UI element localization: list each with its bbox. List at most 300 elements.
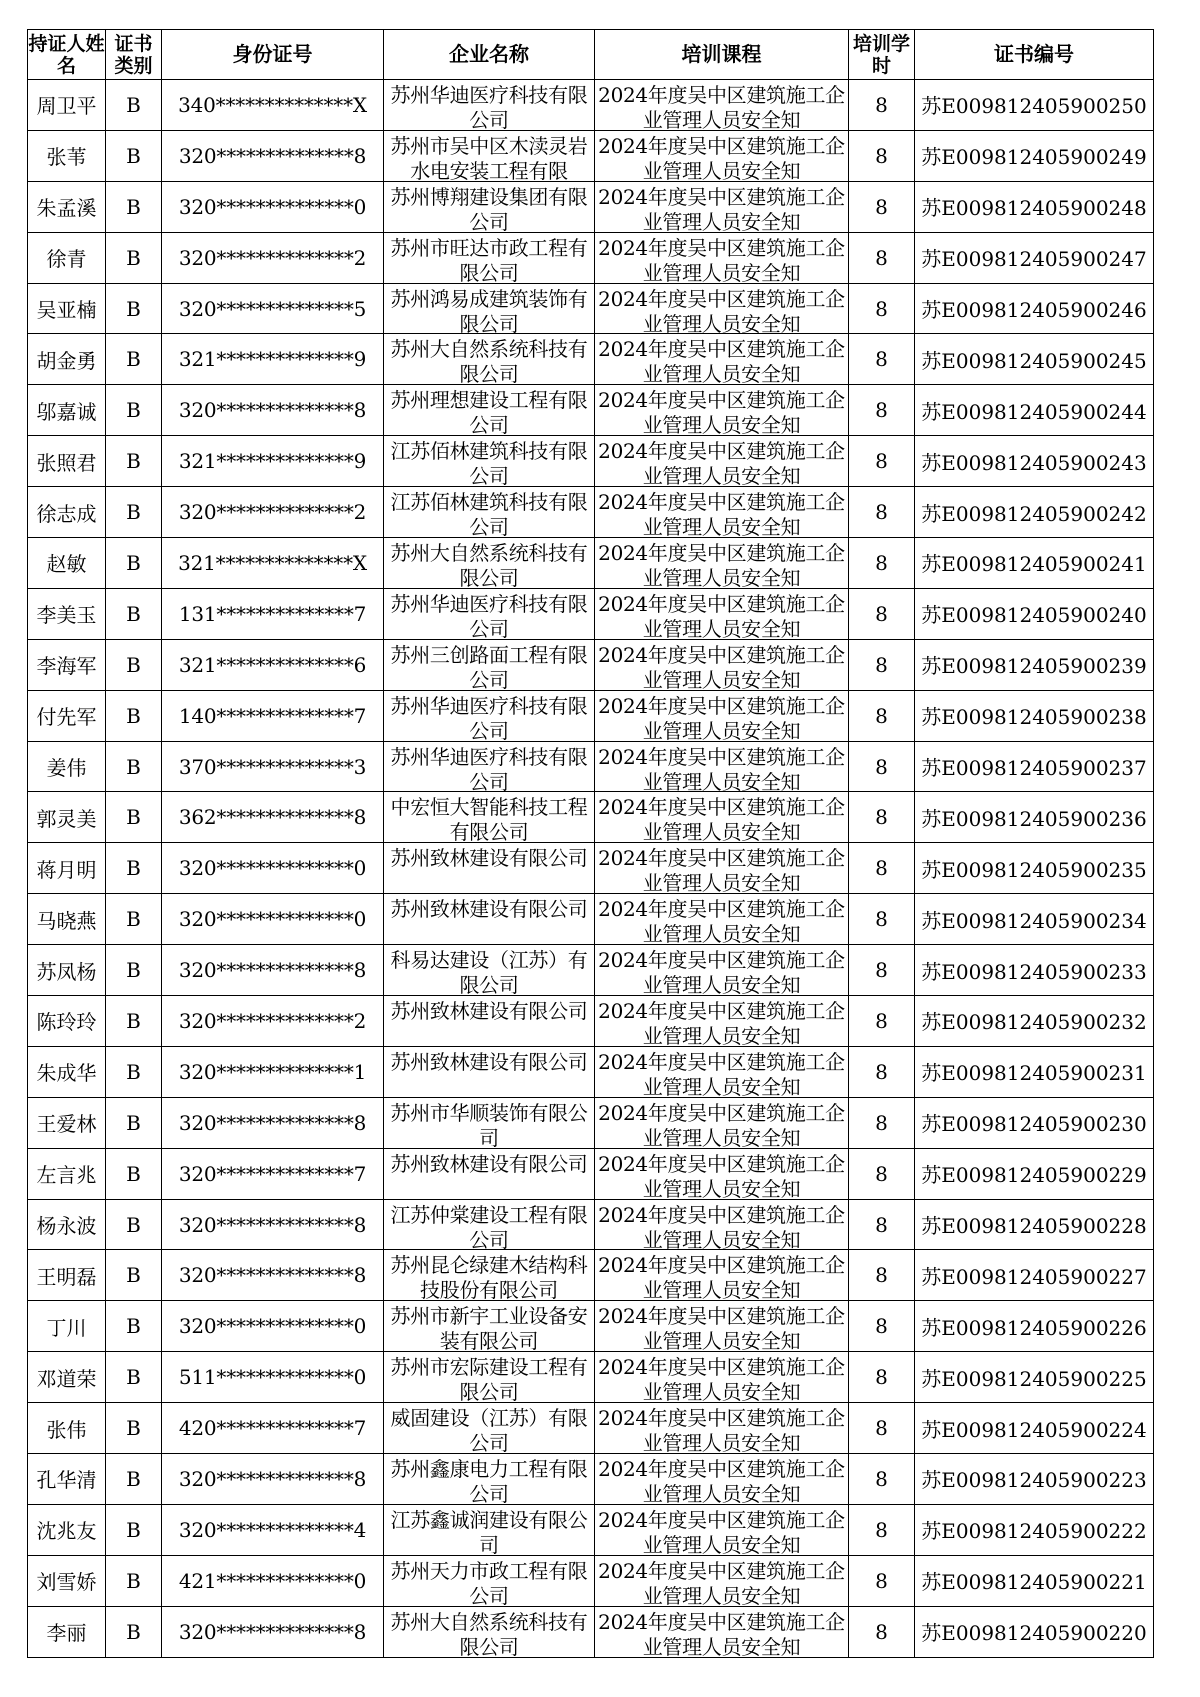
holder-name-cell [28, 1199, 106, 1250]
holder-name-cell [28, 792, 106, 843]
cert-no-cell [915, 1555, 1154, 1606]
holder-name-cell-text: 丁川 [46, 1315, 87, 1340]
course-cell [595, 385, 849, 436]
id-number-cell-text: 320**************0 [178, 907, 367, 932]
table-row [28, 1403, 1154, 1454]
hours-cell-text: 8 [875, 1110, 888, 1135]
id-number-cell-text: 320**************0 [178, 194, 367, 219]
company-cell [384, 894, 595, 945]
cert-type-cell-text: B [126, 1619, 141, 1644]
cert-type-cell [106, 334, 162, 385]
cert-type-cell-text: B [126, 1161, 141, 1186]
id-number-cell [162, 130, 384, 181]
company-cell-text: 苏州致林建设有限公司 [390, 1049, 588, 1074]
course-cell-text: 2024年度吴中区建筑施工企业管理人员安全知 [598, 133, 845, 180]
company-cell-text: 中宏恒大智能科技工程有限公司 [390, 795, 588, 842]
table-row [28, 1097, 1154, 1148]
cert-no-cell-text: 苏E009812405900245 [921, 348, 1147, 373]
id-number-cell [162, 1555, 384, 1606]
cert-type-cell [106, 487, 162, 538]
company-cell [384, 792, 595, 843]
holder-name-cell [28, 1352, 106, 1403]
hours-cell-text: 8 [875, 194, 888, 219]
id-number-cell [162, 741, 384, 792]
cert-no-cell-text: 苏E009812405900238 [921, 705, 1147, 730]
hours-cell [849, 283, 915, 334]
course-cell-text: 2024年度吴中区建筑施工企业管理人员安全知 [598, 1507, 845, 1554]
id-number-cell-text: 320**************2 [178, 245, 367, 270]
cert-type-cell-text: B [126, 1008, 141, 1033]
company-cell-text: 苏州市宏际建设工程有限公司 [390, 1355, 588, 1402]
table-row [28, 538, 1154, 589]
cert-no-cell [915, 385, 1154, 436]
cert-no-cell [915, 487, 1154, 538]
cert-no-cell-text: 苏E009812405900224 [921, 1417, 1147, 1442]
company-cell-text: 苏州鑫康电力工程有限公司 [390, 1456, 588, 1503]
hours-cell-text: 8 [875, 92, 888, 117]
cert-no-cell [915, 1504, 1154, 1555]
holder-name-cell [28, 283, 106, 334]
id-number-cell [162, 690, 384, 741]
id-number-cell [162, 894, 384, 945]
hours-cell [849, 1199, 915, 1250]
course-cell [595, 1046, 849, 1097]
course-cell [595, 181, 849, 232]
cert-no-cell [915, 436, 1154, 487]
cert-no-cell [915, 80, 1154, 131]
table-row [28, 283, 1154, 334]
holder-name-cell [28, 1606, 106, 1657]
course-cell [595, 334, 849, 385]
holder-name-cell [28, 487, 106, 538]
cert-type-cell-text: B [126, 958, 141, 983]
company-cell-text: 苏州大自然系统科技有限公司 [390, 337, 588, 384]
hours-cell [849, 538, 915, 589]
cert-no-cell-text: 苏E009812405900220 [921, 1621, 1147, 1646]
cert-no-cell-text: 苏E009812405900236 [921, 806, 1147, 831]
id-number-cell [162, 1504, 384, 1555]
company-cell-text: 苏州致林建设有限公司 [390, 846, 588, 871]
id-number-cell [162, 385, 384, 436]
table-row [28, 639, 1154, 690]
hours-cell-text: 8 [875, 1517, 888, 1542]
header-cert-no: 证书编号 [915, 30, 1154, 80]
company-cell-text: 江苏佰林建筑科技有限公司 [390, 490, 588, 537]
cert-type-cell [106, 538, 162, 589]
cert-type-cell-text: B [126, 1365, 141, 1390]
cert-type-cell [106, 232, 162, 283]
holder-name-cell [28, 1250, 106, 1301]
cert-type-cell [106, 385, 162, 436]
id-number-cell-text: 320**************8 [178, 1212, 367, 1237]
table-row [28, 1301, 1154, 1352]
cert-type-cell-text: B [126, 856, 141, 881]
certificate-table [27, 29, 1154, 1658]
cert-type-cell-text: B [126, 1466, 141, 1491]
company-cell [384, 996, 595, 1047]
holder-name-cell [28, 588, 106, 639]
cert-no-cell [915, 1301, 1154, 1352]
cert-type-cell-text: B [126, 754, 141, 779]
company-cell [384, 1199, 595, 1250]
cert-type-cell-text: B [126, 245, 141, 270]
cert-no-cell-text: 苏E009812405900240 [921, 603, 1147, 628]
course-cell [595, 436, 849, 487]
company-cell [384, 232, 595, 283]
holder-name-cell [28, 181, 106, 232]
company-cell-text: 苏州鸿易成建筑装饰有限公司 [390, 286, 588, 333]
id-number-cell-text: 340**************X [178, 92, 367, 117]
holder-name-cell-text: 张伟 [46, 1417, 87, 1442]
cert-no-cell-text: 苏E009812405900229 [921, 1163, 1147, 1188]
company-cell-text: 苏州天力市政工程有限公司 [390, 1558, 588, 1605]
company-cell-text: 苏州大自然系统科技有限公司 [390, 1609, 588, 1656]
table-row [28, 1199, 1154, 1250]
cert-no-cell [915, 1403, 1154, 1454]
cert-type-cell [106, 945, 162, 996]
header-id-number: 身份证号 [162, 30, 384, 80]
cert-type-cell-text: B [126, 1517, 141, 1542]
holder-name-cell [28, 639, 106, 690]
cert-no-cell [915, 1352, 1154, 1403]
cert-no-cell [915, 843, 1154, 894]
course-cell-text: 2024年度吴中区建筑施工企业管理人员安全知 [598, 846, 845, 893]
holder-name-cell-text: 吴亚楠 [36, 298, 97, 322]
cert-type-cell-text: B [126, 398, 141, 423]
cert-no-cell [915, 130, 1154, 181]
company-cell-text: 苏州华迪医疗科技有限公司 [390, 744, 588, 791]
id-number-cell [162, 1454, 384, 1505]
cert-no-cell-text: 苏E009812405900223 [921, 1468, 1147, 1493]
company-cell-text: 科易达建设（江苏）有限公司 [390, 948, 588, 995]
holder-name-cell [28, 945, 106, 996]
cert-no-cell [915, 1148, 1154, 1199]
holder-name-cell [28, 385, 106, 436]
hours-cell [849, 1504, 915, 1555]
id-number-cell-text: 320**************8 [178, 1263, 367, 1288]
id-number-cell-text: 320**************8 [178, 143, 367, 168]
company-cell-text: 苏州博翔建设集团有限公司 [390, 184, 588, 231]
hours-cell [849, 741, 915, 792]
id-number-cell [162, 538, 384, 589]
header-name: 持证人姓名 [28, 30, 106, 80]
id-number-cell [162, 1250, 384, 1301]
id-number-cell [162, 1352, 384, 1403]
id-number-cell-text: 320**************8 [178, 958, 367, 983]
company-cell [384, 1352, 595, 1403]
id-number-cell-text: 320**************0 [178, 1314, 367, 1339]
company-cell [384, 436, 595, 487]
id-number-cell [162, 1403, 384, 1454]
course-cell [595, 1301, 849, 1352]
id-number-cell [162, 1606, 384, 1657]
hours-cell-text: 8 [875, 398, 888, 423]
id-number-cell-text: 320**************8 [178, 1110, 367, 1135]
id-number-cell [162, 996, 384, 1047]
hours-cell-text: 8 [875, 1466, 888, 1491]
course-cell-text: 2024年度吴中区建筑施工企业管理人员安全知 [598, 1304, 845, 1351]
holder-name-cell [28, 1454, 106, 1505]
holder-name-cell-text: 赵敏 [46, 552, 87, 577]
holder-name-cell-text: 王明磊 [36, 1264, 97, 1289]
cert-no-cell-text: 苏E009812405900243 [921, 450, 1147, 475]
cert-no-cell-text: 苏E009812405900233 [921, 959, 1147, 984]
cert-type-cell [106, 639, 162, 690]
cert-no-cell-text: 苏E009812405900248 [921, 196, 1147, 221]
hours-cell-text: 8 [875, 1619, 888, 1644]
course-cell-text: 2024年度吴中区建筑施工企业管理人员安全知 [598, 948, 845, 995]
id-number-cell-text: 131**************7 [178, 601, 367, 626]
id-number-cell [162, 181, 384, 232]
holder-name-cell-text: 张照君 [36, 450, 97, 475]
holder-name-cell [28, 741, 106, 792]
company-cell-text: 江苏佰林建筑科技有限公司 [390, 439, 588, 486]
company-cell [384, 487, 595, 538]
course-cell-text: 2024年度吴中区建筑施工企业管理人员安全知 [598, 1253, 845, 1300]
hours-cell-text: 8 [875, 449, 888, 474]
course-cell [595, 639, 849, 690]
cert-type-cell-text: B [126, 652, 141, 677]
cert-type-cell [106, 1199, 162, 1250]
cert-type-cell-text: B [126, 1568, 141, 1593]
course-cell-text: 2024年度吴中区建筑施工企业管理人员安全知 [598, 642, 845, 689]
company-cell [384, 1454, 595, 1505]
company-cell [384, 741, 595, 792]
cert-type-cell-text: B [126, 347, 141, 372]
course-cell-text: 2024年度吴中区建筑施工企业管理人员安全知 [598, 337, 845, 384]
holder-name-cell-text: 王爱林 [36, 1112, 97, 1137]
course-cell-text: 2024年度吴中区建筑施工企业管理人员安全知 [598, 998, 845, 1045]
holder-name-cell-text: 徐志成 [36, 501, 97, 526]
holder-name-cell-text: 邬嘉诚 [36, 399, 97, 424]
id-number-cell [162, 436, 384, 487]
hours-cell [849, 894, 915, 945]
cert-no-cell-text: 苏E009812405900230 [921, 1112, 1147, 1137]
course-cell-text: 2024年度吴中区建筑施工企业管理人员安全知 [598, 235, 845, 282]
holder-name-cell [28, 1148, 106, 1199]
cert-type-cell-text: B [126, 907, 141, 932]
course-cell [595, 487, 849, 538]
holder-name-cell-text: 刘雪娇 [36, 1570, 97, 1595]
cert-type-cell-text: B [126, 805, 141, 830]
id-number-cell-text: 320**************5 [178, 296, 367, 321]
hours-cell [849, 843, 915, 894]
table-row [28, 436, 1154, 487]
course-cell [595, 690, 849, 741]
table-row [28, 1250, 1154, 1301]
hours-cell-text: 8 [875, 1008, 888, 1033]
holder-name-cell [28, 538, 106, 589]
hours-cell-text: 8 [875, 805, 888, 830]
cert-no-cell [915, 1606, 1154, 1657]
table-row [28, 792, 1154, 843]
cert-type-cell-text: B [126, 550, 141, 575]
cert-type-cell-text: B [126, 703, 141, 728]
holder-name-cell [28, 894, 106, 945]
hours-cell-text: 8 [875, 1263, 888, 1288]
company-cell [384, 945, 595, 996]
id-number-cell-text: 320**************7 [178, 1161, 367, 1186]
holder-name-cell [28, 1403, 106, 1454]
holder-name-cell [28, 690, 106, 741]
holder-name-cell-text: 张苇 [46, 145, 87, 170]
holder-name-cell [28, 1097, 106, 1148]
id-number-cell [162, 487, 384, 538]
cert-type-cell [106, 283, 162, 334]
hours-cell-text: 8 [875, 143, 888, 168]
id-number-cell-text: 321**************9 [178, 449, 367, 474]
holder-name-cell [28, 436, 106, 487]
course-cell [595, 1199, 849, 1250]
table-row [28, 181, 1154, 232]
cert-no-cell-text: 苏E009812405900239 [921, 654, 1147, 679]
cert-type-cell [106, 1606, 162, 1657]
cert-type-cell-text: B [126, 143, 141, 168]
cert-type-cell-text: B [126, 92, 141, 117]
id-number-cell [162, 843, 384, 894]
cert-type-cell [106, 843, 162, 894]
cert-type-cell-text: B [126, 1416, 141, 1441]
id-number-cell-text: 320**************8 [178, 1466, 367, 1491]
company-cell-text: 威固建设（江苏）有限公司 [390, 1406, 588, 1453]
id-number-cell [162, 1199, 384, 1250]
cert-type-cell [106, 1301, 162, 1352]
hours-cell [849, 1555, 915, 1606]
id-number-cell-text: 420**************7 [178, 1416, 367, 1441]
holder-name-cell-text: 周卫平 [36, 94, 97, 119]
company-cell [384, 130, 595, 181]
holder-name-cell-text: 李丽 [46, 1621, 87, 1646]
course-cell-text: 2024年度吴中区建筑施工企业管理人员安全知 [598, 1049, 845, 1096]
cert-no-cell-text: 苏E009812405900231 [921, 1061, 1147, 1086]
cert-no-cell [915, 181, 1154, 232]
course-cell [595, 80, 849, 131]
cert-type-cell-text: B [126, 601, 141, 626]
course-cell-text: 2024年度吴中区建筑施工企业管理人员安全知 [598, 1456, 845, 1503]
cert-no-cell-text: 苏E009812405900249 [921, 145, 1147, 170]
course-cell [595, 1504, 849, 1555]
course-cell-text: 2024年度吴中区建筑施工企业管理人员安全知 [598, 286, 845, 333]
company-cell [384, 385, 595, 436]
company-cell [384, 1148, 595, 1199]
id-number-cell [162, 1148, 384, 1199]
hours-cell [849, 588, 915, 639]
hours-cell [849, 996, 915, 1047]
id-number-cell-text: 362**************8 [178, 805, 367, 830]
cert-no-cell-text: 苏E009812405900250 [921, 94, 1147, 119]
id-number-cell [162, 639, 384, 690]
company-cell-text: 苏州市华顺装饰有限公司 [390, 1100, 588, 1147]
course-cell-text: 2024年度吴中区建筑施工企业管理人员安全知 [598, 1100, 845, 1147]
hours-cell [849, 792, 915, 843]
table-row [28, 232, 1154, 283]
cert-no-cell [915, 1097, 1154, 1148]
hours-cell [849, 334, 915, 385]
id-number-cell [162, 80, 384, 131]
holder-name-cell [28, 80, 106, 131]
holder-name-cell [28, 334, 106, 385]
hours-cell [849, 690, 915, 741]
hours-cell-text: 8 [875, 296, 888, 321]
holder-name-cell [28, 1301, 106, 1352]
cert-type-cell [106, 996, 162, 1047]
cert-no-cell-text: 苏E009812405900221 [921, 1570, 1147, 1595]
holder-name-cell-text: 马晓燕 [36, 908, 97, 933]
company-cell-text: 苏州市新宇工业设备安装有限公司 [390, 1304, 588, 1351]
id-number-cell [162, 588, 384, 639]
cert-no-cell [915, 232, 1154, 283]
holder-name-cell [28, 996, 106, 1047]
cert-type-cell-text: B [126, 1314, 141, 1339]
hours-cell [849, 1403, 915, 1454]
cert-no-cell-text: 苏E009812405900247 [921, 247, 1147, 272]
holder-name-cell-text: 胡金勇 [36, 348, 97, 373]
id-number-cell [162, 1301, 384, 1352]
cert-type-cell [106, 1504, 162, 1555]
hours-cell [849, 181, 915, 232]
holder-name-cell-text: 朱孟溪 [36, 196, 97, 221]
cert-type-cell [106, 1403, 162, 1454]
company-cell [384, 1403, 595, 1454]
id-number-cell-text: 320**************8 [178, 398, 367, 423]
id-number-cell-text: 320**************2 [178, 500, 367, 525]
cert-type-cell [106, 1454, 162, 1505]
hours-cell [849, 232, 915, 283]
holder-name-cell-text: 郭灵美 [36, 806, 97, 831]
company-cell [384, 1046, 595, 1097]
course-cell-text: 2024年度吴中区建筑施工企业管理人员安全知 [598, 184, 845, 231]
course-cell [595, 1097, 849, 1148]
course-cell-text: 2024年度吴中区建筑施工企业管理人员安全知 [598, 1355, 845, 1402]
course-cell [595, 283, 849, 334]
table-row [28, 385, 1154, 436]
hours-cell [849, 385, 915, 436]
table-row [28, 945, 1154, 996]
cert-no-cell-text: 苏E009812405900222 [921, 1519, 1147, 1544]
id-number-cell [162, 232, 384, 283]
course-cell-text: 2024年度吴中区建筑施工企业管理人员安全知 [598, 1609, 845, 1656]
company-cell-text: 苏州华迪医疗科技有限公司 [390, 591, 588, 638]
hours-cell [849, 436, 915, 487]
course-cell [595, 1606, 849, 1657]
cert-no-cell [915, 1199, 1154, 1250]
cert-no-cell [915, 945, 1154, 996]
cert-type-cell [106, 436, 162, 487]
cert-type-cell-text: B [126, 1059, 141, 1084]
holder-name-cell [28, 1555, 106, 1606]
hours-cell-text: 8 [875, 1365, 888, 1390]
hours-cell [849, 639, 915, 690]
id-number-cell [162, 945, 384, 996]
id-number-cell-text: 320**************4 [178, 1517, 367, 1542]
cert-no-cell-text: 苏E009812405900235 [921, 857, 1147, 882]
hours-cell-text: 8 [875, 1568, 888, 1593]
cert-no-cell [915, 1250, 1154, 1301]
cert-type-cell-text: B [126, 1110, 141, 1135]
hours-cell-text: 8 [875, 1416, 888, 1441]
holder-name-cell [28, 1046, 106, 1097]
hours-cell-text: 8 [875, 907, 888, 932]
table-row [28, 741, 1154, 792]
course-cell [595, 1148, 849, 1199]
header-cert-type: 证书类别 [106, 30, 162, 80]
company-cell-text: 苏州致林建设有限公司 [390, 897, 588, 922]
course-cell-text: 2024年度吴中区建筑施工企业管理人员安全知 [598, 744, 845, 791]
cert-type-cell [106, 690, 162, 741]
cert-type-cell-text: B [126, 500, 141, 525]
holder-name-cell [28, 232, 106, 283]
holder-name-cell-text: 苏凤杨 [36, 959, 97, 984]
